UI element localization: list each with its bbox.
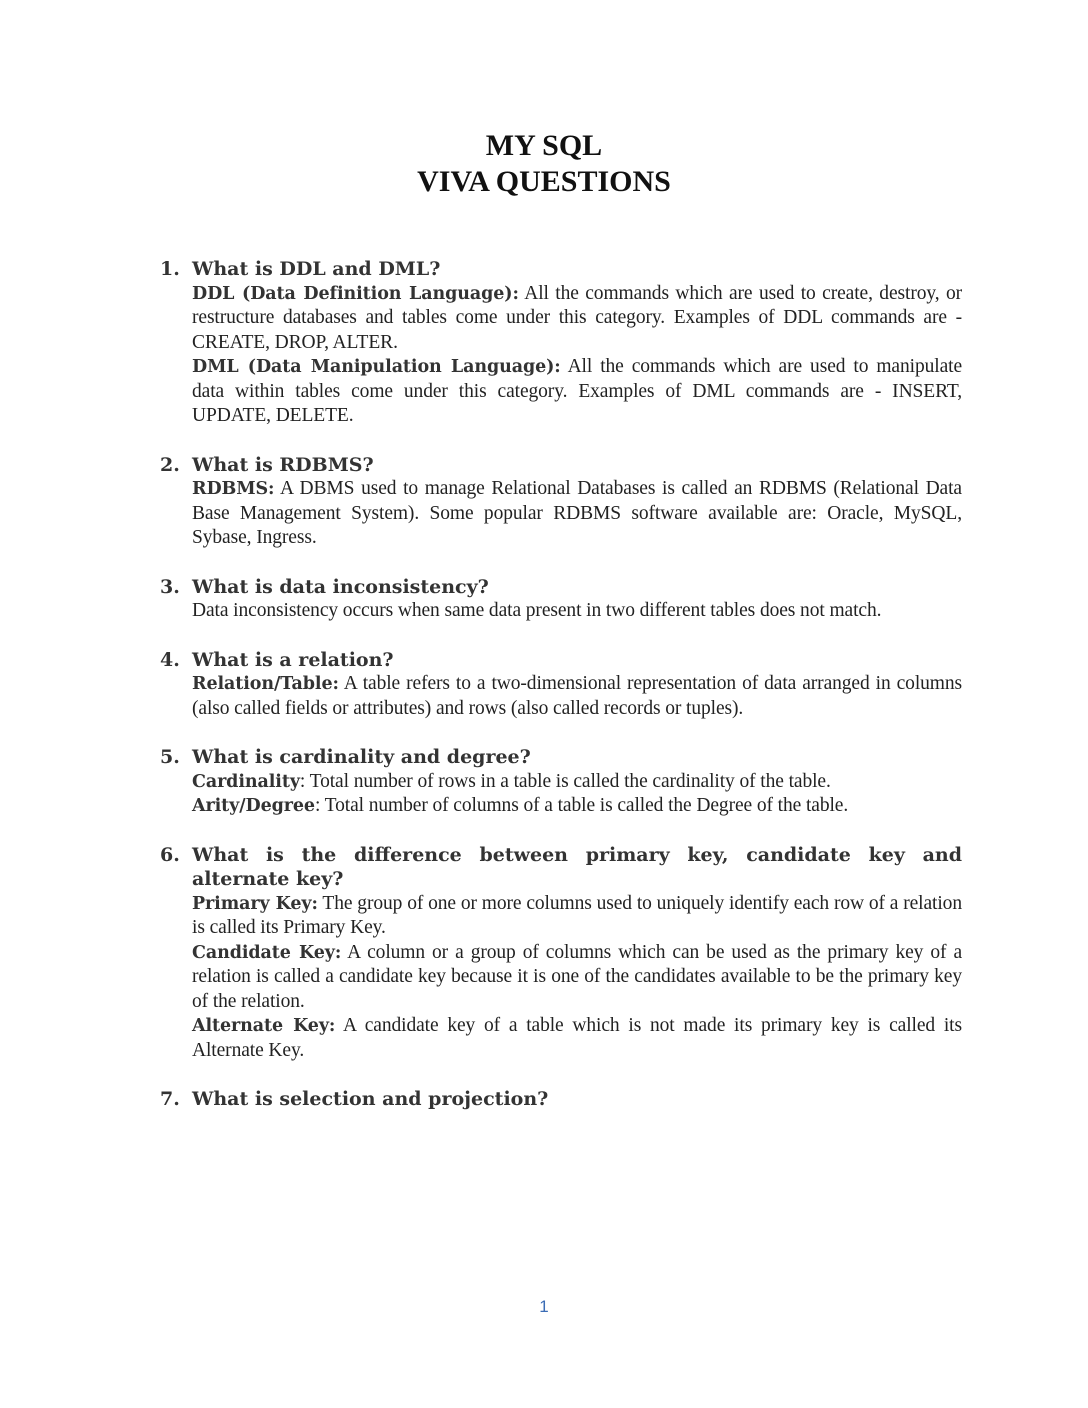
answer-paragraph (192, 282, 962, 356)
answer-term: DML (Data Manipulation Language): (192, 357, 561, 377)
answer-paragraph (192, 892, 962, 941)
answer-text: A column or a group of columns which can be used as the primary key of a relation is called a candidate key because it is one of the candidates available to be the primary key of the relation. (192, 941, 962, 1012)
question-title: What is cardinality and degree? (192, 746, 531, 768)
answer-term: Cardinality (192, 771, 300, 792)
question-number: 7. (160, 1088, 180, 1110)
answer-paragraph (192, 1014, 962, 1063)
question-item (160, 453, 962, 551)
question-number: 1. (160, 258, 180, 280)
answer-term: Arity/Degree (192, 796, 315, 816)
answer-paragraph (192, 770, 962, 795)
answer-text: : Total number of columns of a table is called the Degree of the table. (314, 795, 849, 816)
question-number: 4. (160, 648, 180, 671)
question-title: What is the difference between primary key, candidate key and alternate key? (192, 843, 962, 890)
question-number: 2. (160, 453, 180, 476)
answer-paragraph (192, 355, 962, 429)
answer-term: Primary Key: (192, 893, 318, 914)
title-line-1: MY SQL (485, 129, 603, 162)
question-title: What is RDBMS? (192, 453, 374, 476)
answer-term: RDBMS: (192, 479, 275, 499)
question-list (160, 257, 962, 1136)
answer-term: Alternate Key: (192, 1016, 336, 1036)
answer-paragraph (192, 794, 962, 819)
page-number: 1 (539, 1297, 549, 1316)
answer-text: The group of one or more columns used to uniquely identify each row of a relation is called its Primary Key. (192, 892, 962, 938)
question-item (160, 745, 962, 819)
question-title: What is DDL and DML? (192, 258, 441, 280)
question-title: What is data inconsistency? (192, 575, 489, 598)
answer-text: A candidate key of a table which is not made its primary key is called its Alternate Key. (192, 1015, 962, 1061)
answer-text: Data inconsistency occurs when same data present in two different tables does not match. (192, 600, 882, 621)
question-title: What is a relation? (192, 648, 394, 671)
answer-paragraph (192, 672, 962, 721)
question-item (160, 843, 962, 1064)
question-number: 3. (160, 575, 180, 598)
answer-paragraph (192, 599, 962, 624)
answer-text: All the commands which are used to manipulate data within tables come under this category. Examples of DML commands are - INSERT, UPDATE, DELETE. (192, 356, 962, 426)
question-item (160, 575, 962, 624)
page-title (0, 128, 1088, 200)
question-title: What is selection and projection? (192, 1088, 549, 1110)
answer-text: : Total number of rows in a table is called the cardinality of the table. (299, 770, 831, 792)
answer-text: A table refers to a two-dimensional representation of data arranged in columns (also called fields or attributes) and rows (also called records or tuples). (192, 673, 962, 719)
title-line-2: VIVA QUESTIONS (417, 165, 671, 198)
question-item (160, 257, 962, 429)
answer-paragraph (192, 477, 962, 551)
question-item (160, 1087, 962, 1112)
answer-term: Candidate Key: (192, 942, 342, 963)
answer-term: Relation/Table: (192, 674, 339, 694)
answer-paragraph (192, 941, 962, 1015)
question-item (160, 648, 962, 722)
question-number: 5. (160, 746, 180, 768)
answer-text: A DBMS used to manage Relational Databases is called an RDBMS (Relational Data Base Management System). Some popular RDBMS software available are: Oracle, MySQL, Sybase, Ingress. (192, 478, 962, 548)
answer-term: DDL (Data Definition Language): (192, 283, 519, 304)
answer-text: All the commands which are used to create, destroy, or restructure databases and tables come under this category. Examples of DDL commands are - CREATE, DROP, ALTER. (192, 282, 963, 353)
question-number: 6. (160, 843, 180, 866)
